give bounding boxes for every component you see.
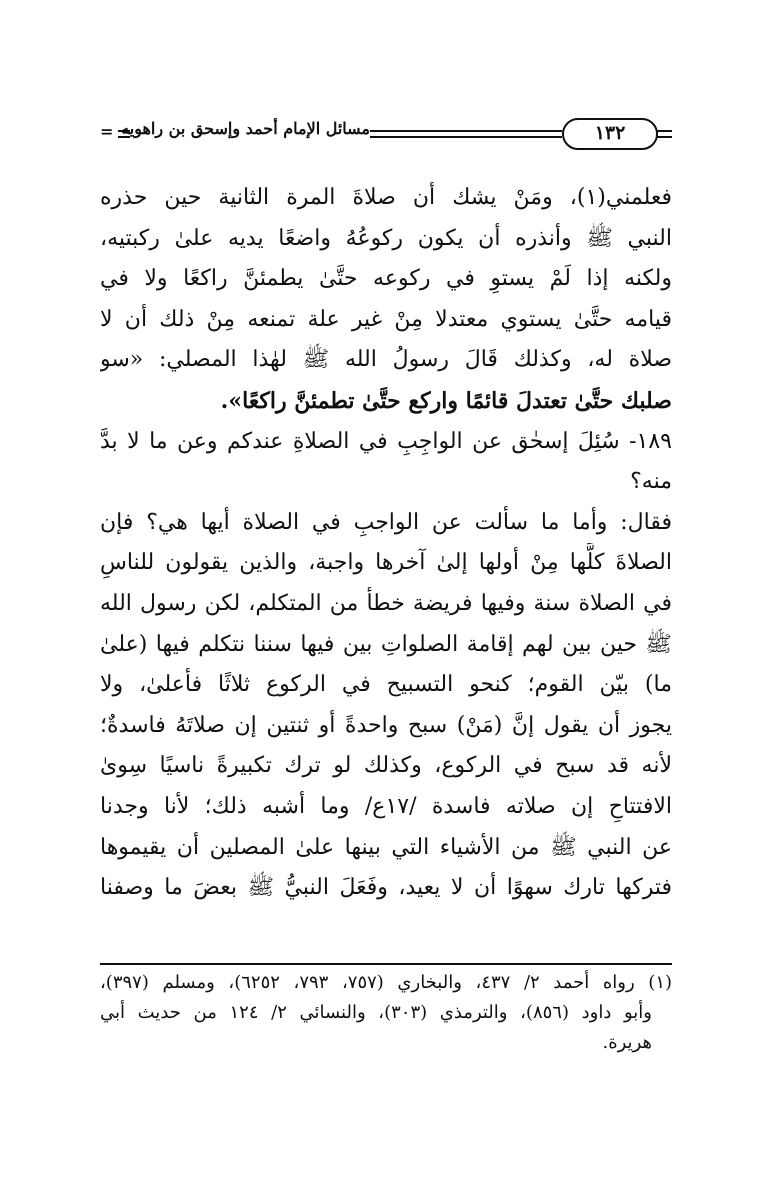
body-line: الصلاةَ كلَّها مِنْ أولها إلىٰ آخرها واجبة، والذين يقولون للناسِ bbox=[100, 550, 672, 576]
body-line: ولكنه إذا لَمْ يستوِ في ركوعه حتَّىٰ يطمئنَّ راكعًا ولا في bbox=[100, 266, 672, 292]
footnotes bbox=[100, 968, 672, 1058]
footnote-1-line: (١) رواه أحمد ٢/ ٤٣٧، والبخاري (٧٥٧، ٧٩٣، ٦٢٥٢)، ومسلم (٣٩٧)، bbox=[100, 972, 672, 993]
question-189-line-end: منه؟ bbox=[630, 469, 672, 495]
body-line: النبي ﷺ وأنذره أن يكون ركوعُهُ واضعًا يديه علىٰ ركبتيه، bbox=[100, 225, 672, 251]
page-number-frame bbox=[562, 118, 658, 150]
header-end-mark: = bbox=[100, 122, 114, 141]
body-line: يجوز أن يقول إنَّ (مَنْ) سبح واحدةً أو ثنتين إن صلاتَهُ فاسدةٌ؛ bbox=[100, 712, 672, 738]
body-line: صلاة له، وكذلك قَالَ رسولُ الله ﷺ لهٰذا المصلي: «سو bbox=[100, 347, 672, 373]
body-line: ﷺ حين بين لهم إقامة الصلواتِ بين فيها سننا نتكلم فيها (علىٰ bbox=[100, 631, 672, 657]
footnote-1-line: وأبو داود (٨٥٦)، والترمذي (٣٠٣)، والنسائي ٢/ ١٢٤ من حديث أبي bbox=[100, 1002, 652, 1023]
body-line: لأنه قد سبح في الركوع، وكذلك لو ترك تكبيرةً ناسيًا سِوىٰ bbox=[100, 753, 672, 779]
question-189-line: ١٨٩- سُئِلَ إسحٰق عن الواجِبِ في الصلاةِ عندكم وعن ما لا بدَّ bbox=[100, 428, 672, 454]
body-line-hadith-quote: صلبك حتَّىٰ تعتدلَ قائمًا واركع حتَّىٰ تطمئنَّ راكعًا». bbox=[220, 387, 672, 414]
page-number-tail bbox=[656, 130, 672, 138]
body-text bbox=[100, 178, 672, 909]
header-book-title: مسائل الإمام أحمد وإسحق بن راهويه bbox=[121, 119, 370, 138]
body-line: فقال: وأما ما سألت عن الواجبِ في الصلاة أيها هي؟ فإن bbox=[100, 509, 672, 535]
body-line: في الصلاة سنة وفيها فريضة خطأ من المتكلم، لكن رسول الله bbox=[100, 590, 672, 616]
footnote-1-line-end: هريرة. bbox=[602, 1032, 652, 1053]
footnote-separator bbox=[100, 963, 672, 965]
body-line: عن النبي ﷺ من الأشياء التي بينها علىٰ المصلين أن يقيموها bbox=[100, 834, 672, 860]
running-header bbox=[100, 118, 672, 152]
body-line: قيامه حتَّىٰ يستوي معتدلا مِنْ غير علة تمنعه مِنْ ذلك أن لا bbox=[100, 306, 672, 332]
body-line: ما) بيّن القوم؛ كنحو التسبيح في الركوع ثلاثًا فأعلىٰ، ولا bbox=[100, 672, 672, 698]
body-line: فعلمني(١)، ومَنْ يشك أن صلاةَ المرة الثانية حين حذره bbox=[100, 185, 672, 210]
body-line: الافتتاحِ إن صلاته فاسدة /١٧ع/ وما أشبه ذلك؛ لأنا وجدنا bbox=[100, 793, 672, 819]
body-line: فتركها تارك سهوًا أن لا يعيد، وفَعَلَ النبيُّ ﷺ بعضَ ما وصفنا bbox=[100, 875, 672, 901]
page-number: ١٣٢ bbox=[594, 122, 626, 144]
